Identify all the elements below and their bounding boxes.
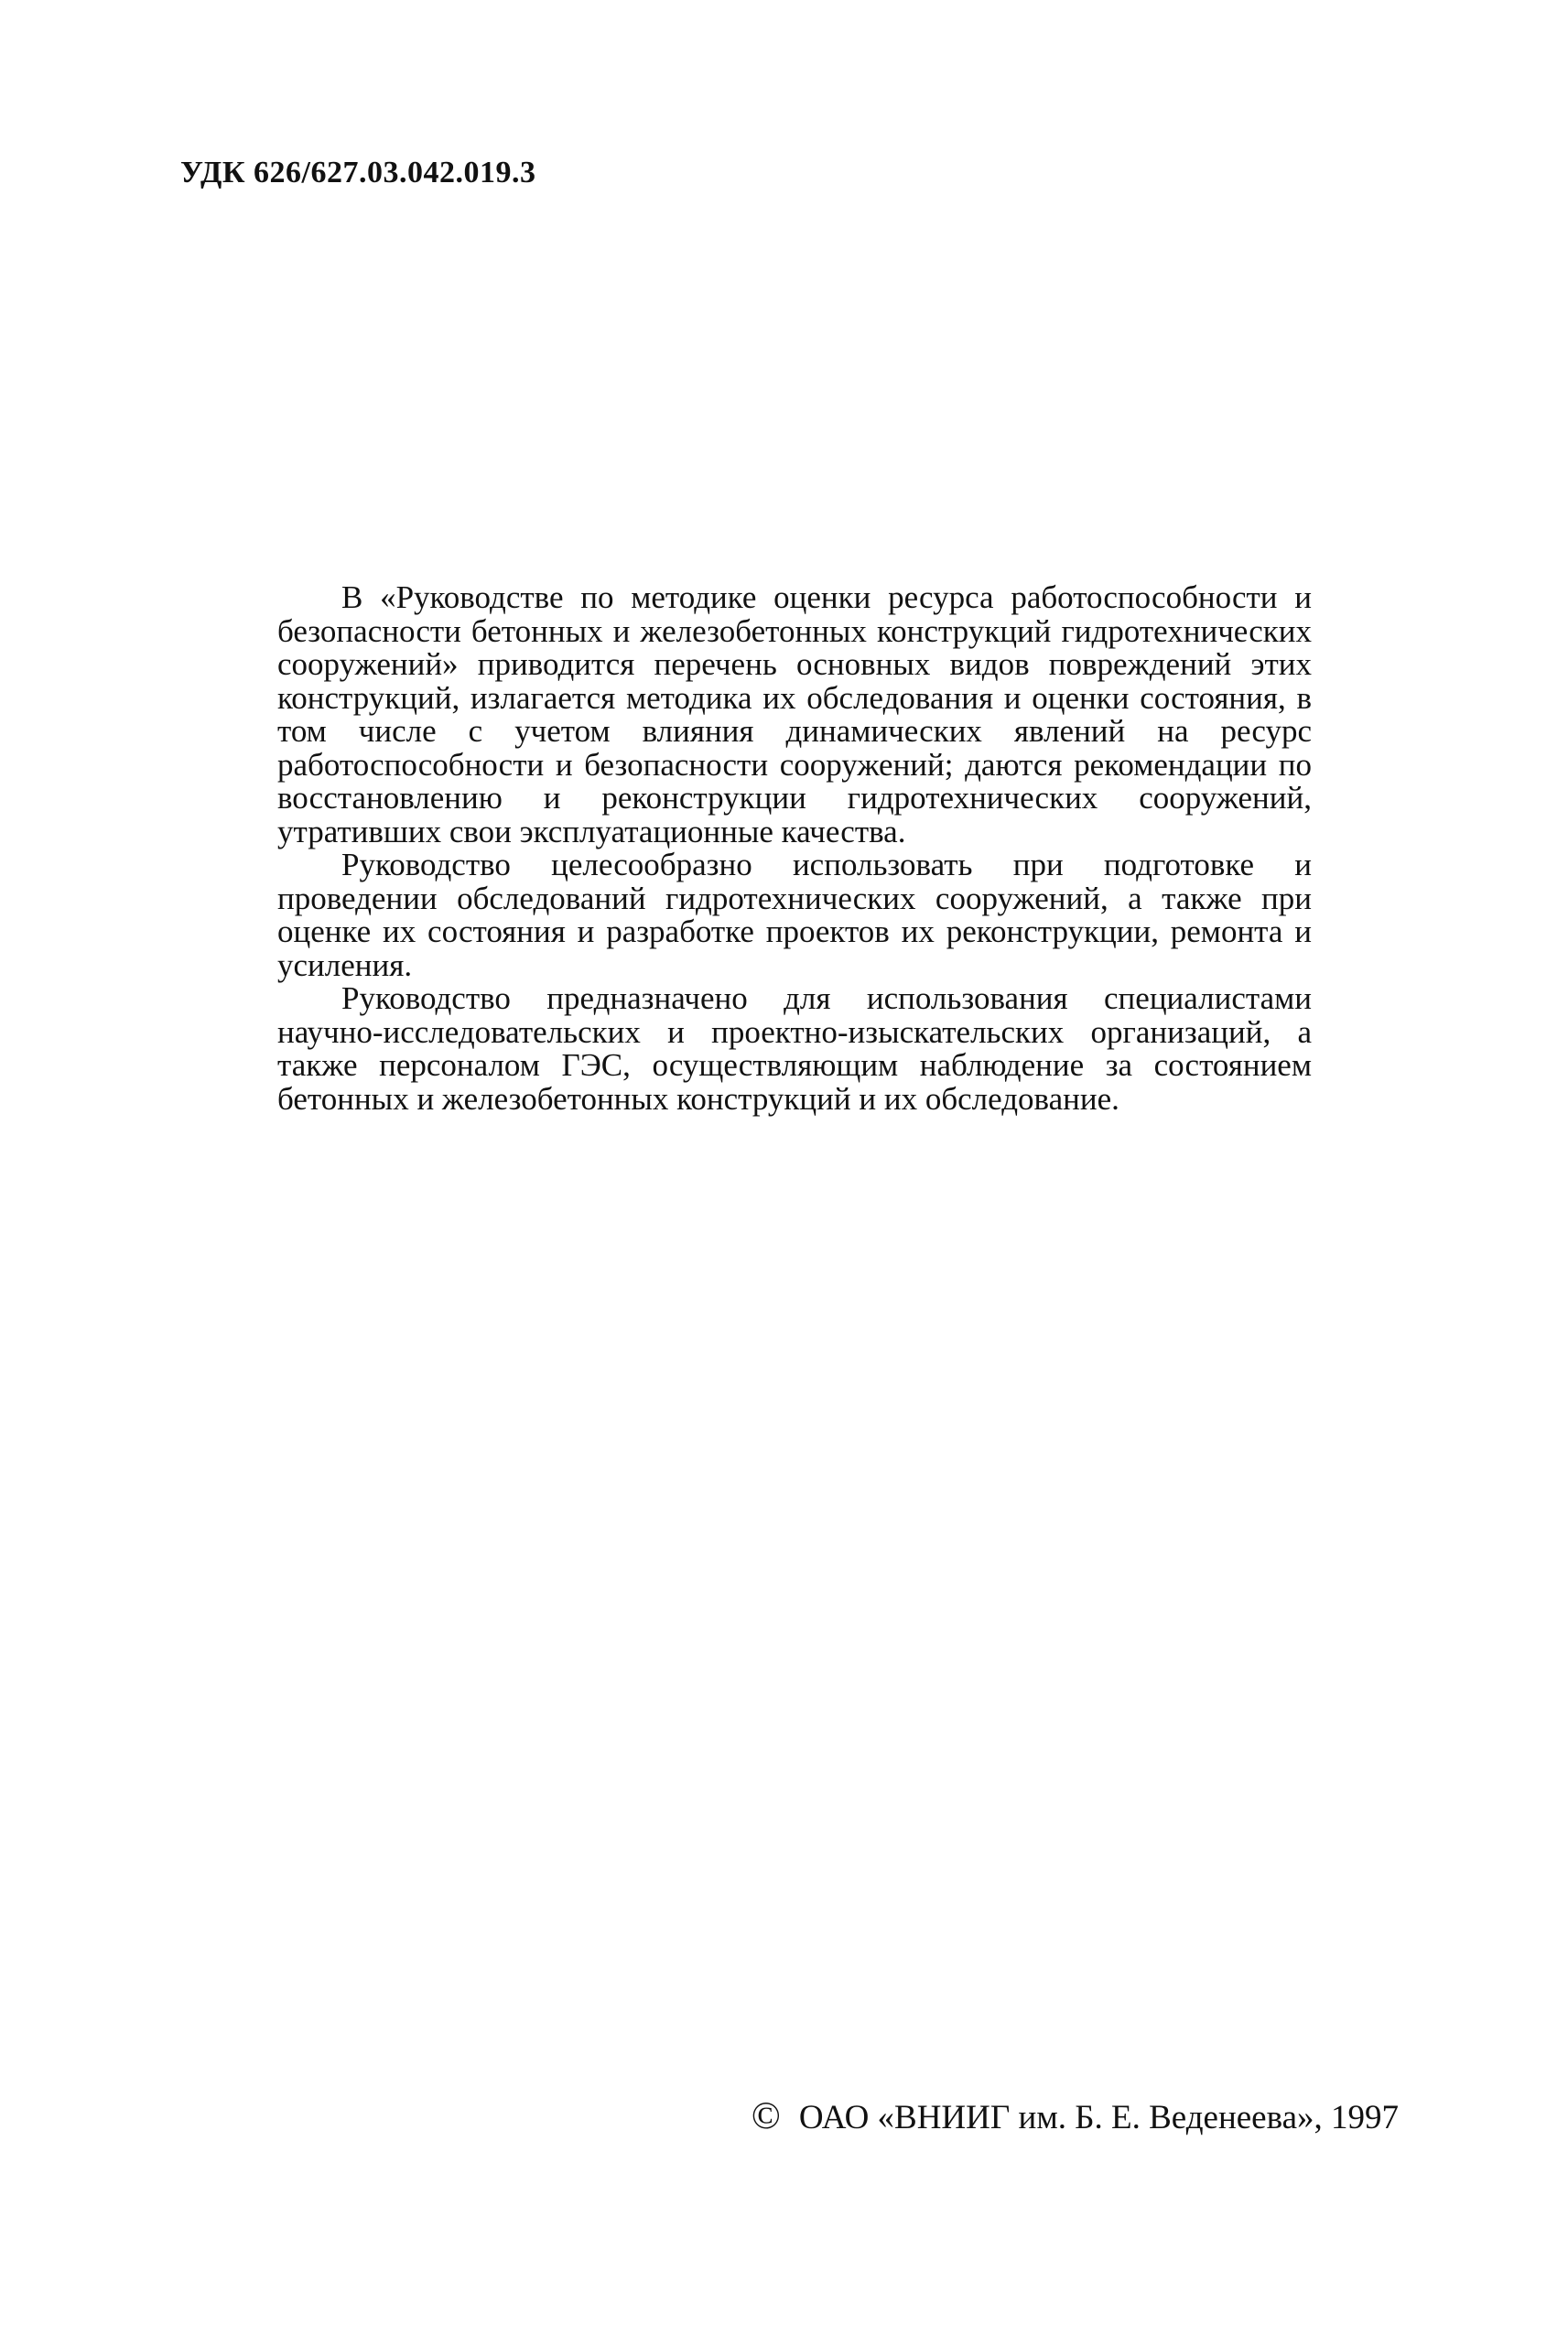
abstract-paragraph: В «Руководстве по методике оценки ресурса работоспособности и безопасности бетонных и железобетонных конструкций гидротехнических сооружений» приводится перечень основных видов повреждений этих конструкций, излагается методика их обследования и оценки состояния, в том числе с учетом влияния динамических явлений на ресурс работоспособности и безопасности сооружений; даются рекомендации по восстановлению и реконструкции гидротехнических сооружений, утративших свои эксплуатационные качества. bbox=[277, 579, 1312, 849]
abstract-paragraph: Руководство предназначено для использования специалистами научно-исследовательских и проектно-изыскательских организаций, а также персоналом ГЭС, осуществляющим наблюдение за состоянием бетонных и железобетонных конструкций и их обследование. bbox=[277, 980, 1312, 1117]
copyright-icon: © bbox=[751, 2095, 781, 2137]
udc-code: УДК 626/627.03.042.019.3 bbox=[180, 156, 536, 189]
abstract-text bbox=[277, 581, 1312, 1116]
copyright-text: ОАО «ВНИИГ им. Б. Е. Веденеева», 1997 bbox=[798, 2099, 1399, 2136]
copyright-line bbox=[752, 2094, 1399, 2138]
abstract-paragraph: Руководство целесообразно использовать при подготовке и проведении обследований гидротехнических сооружений, а также при оценке их состояния и разработке проектов их реконструкции, ремонта и усиления. bbox=[277, 847, 1312, 983]
